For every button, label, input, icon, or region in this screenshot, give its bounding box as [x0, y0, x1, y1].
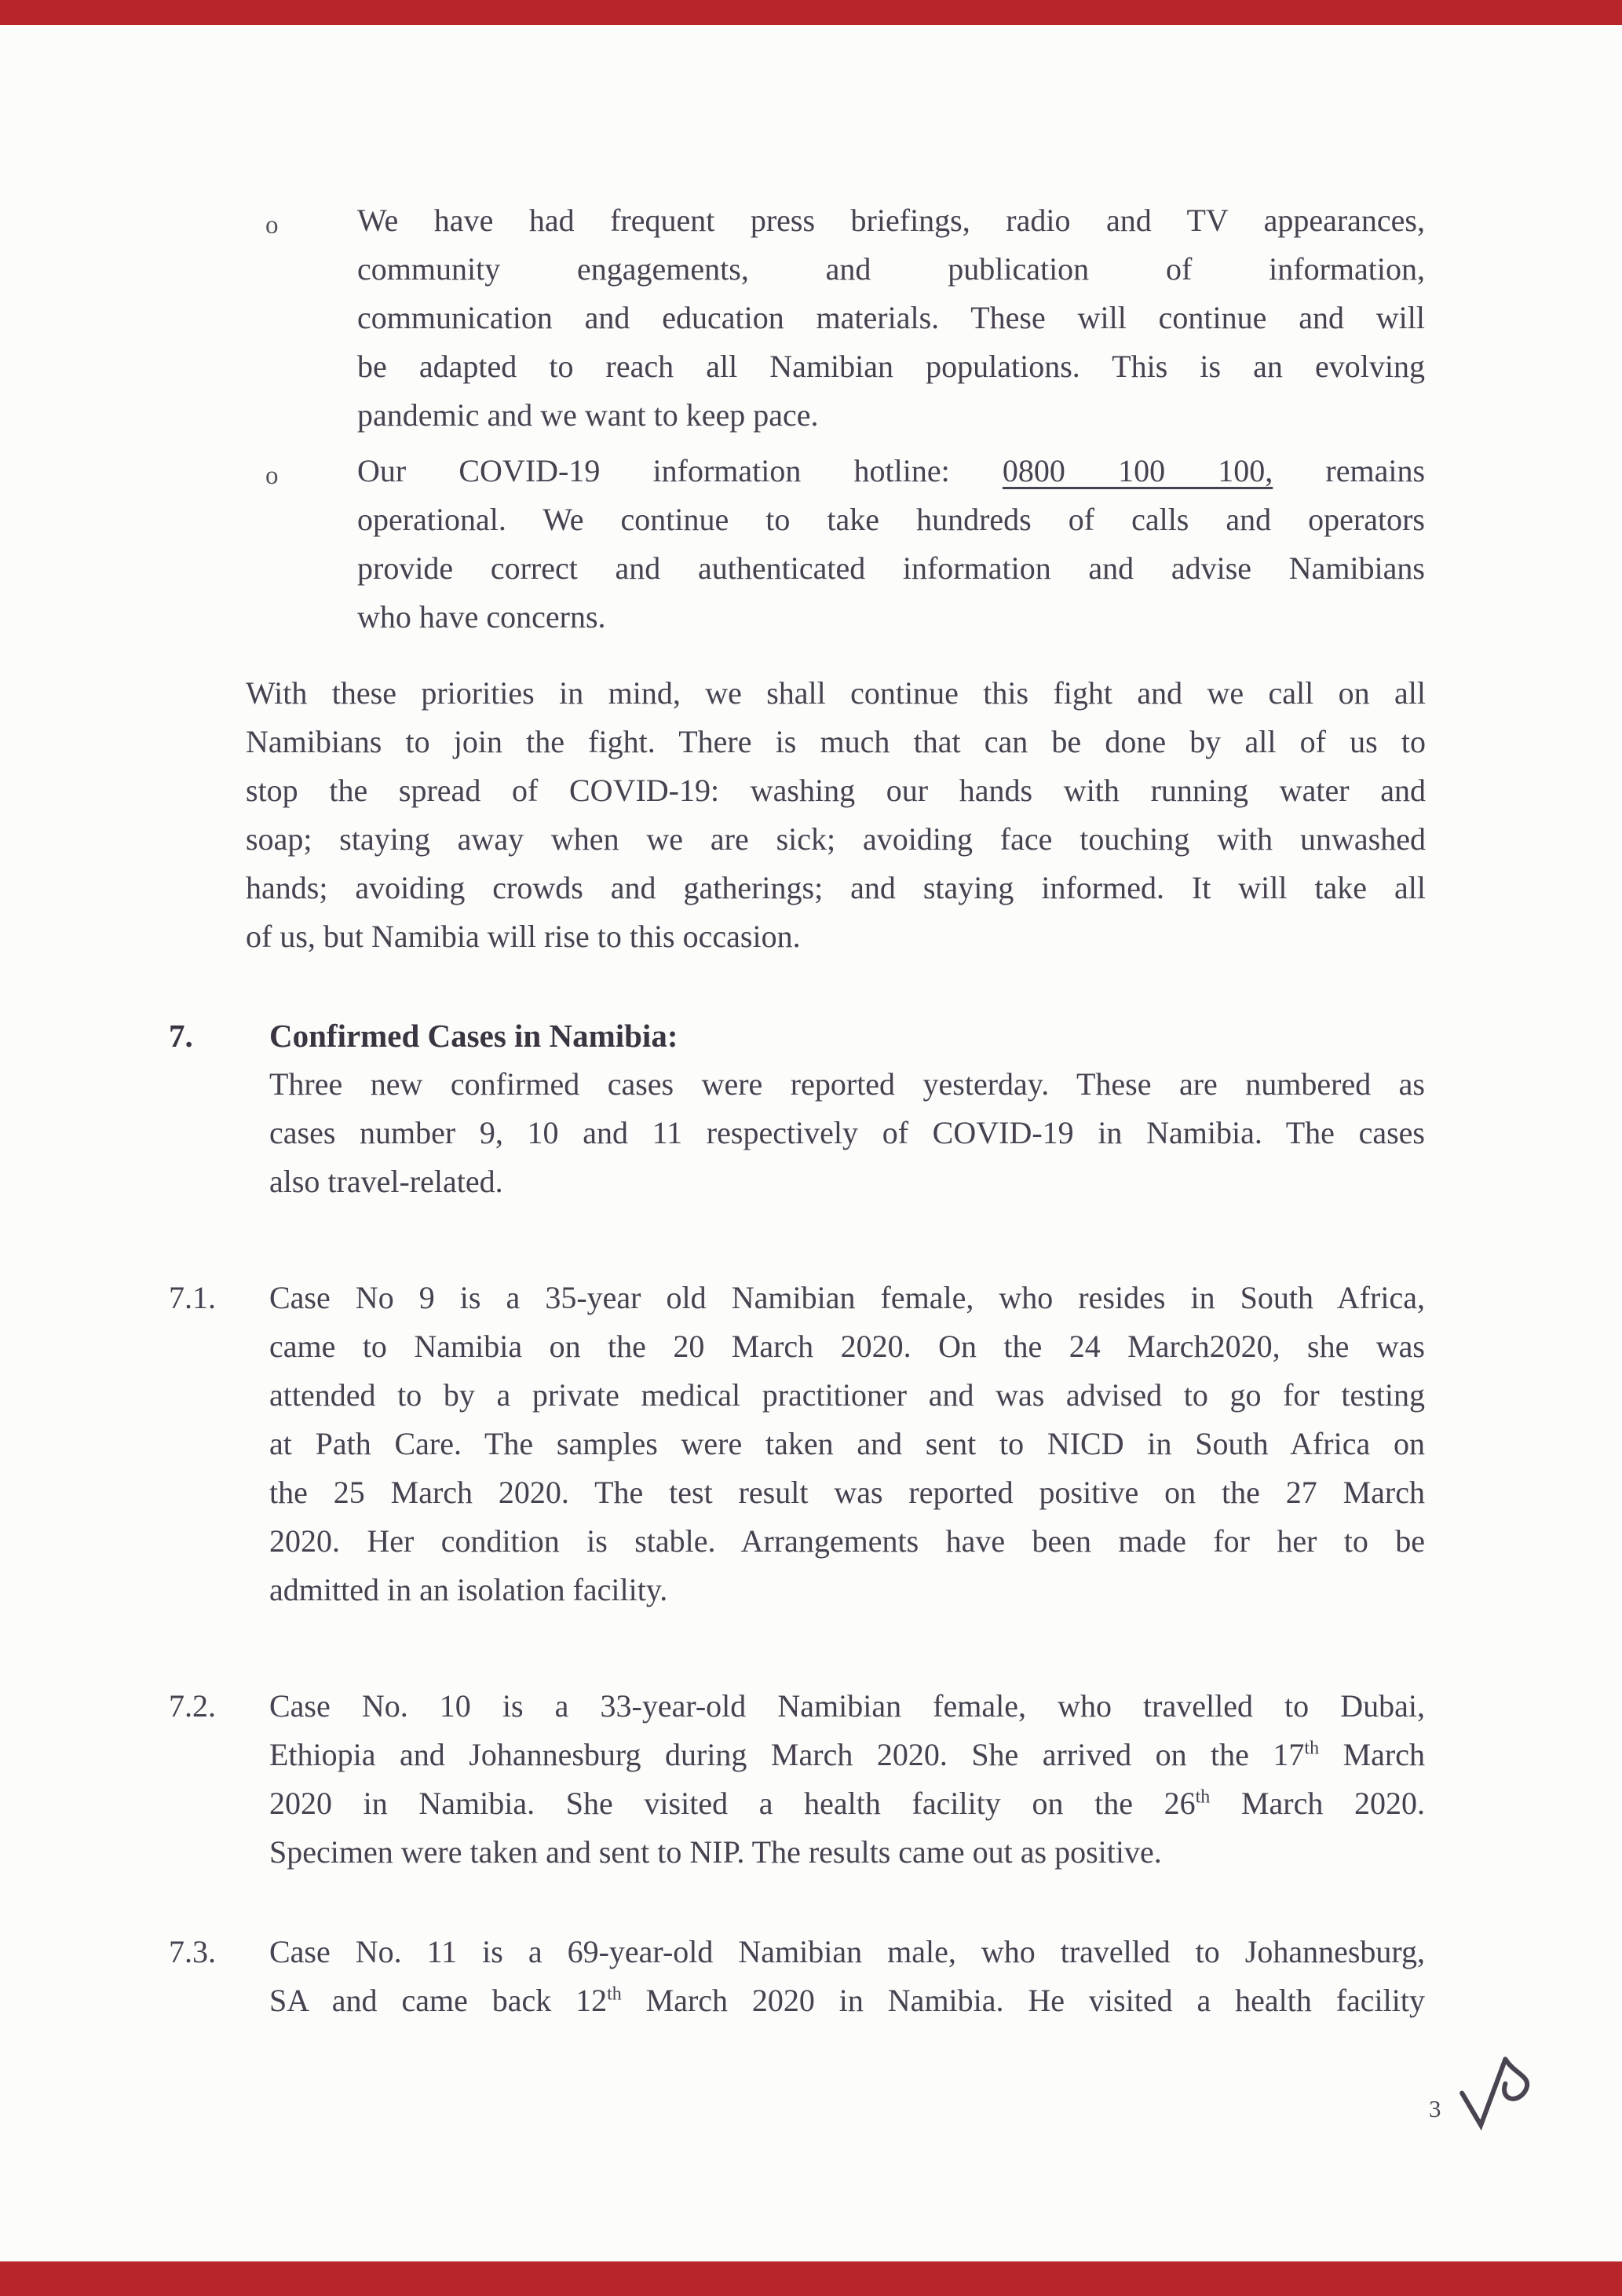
text-line: 2020. Her condition is stable. Arrangements have been made for her to be [269, 1523, 1425, 1559]
bullet-circle: o [265, 211, 279, 239]
text-line [269, 1976, 1425, 2025]
text-line [357, 447, 1425, 495]
section-number-7-1: 7.1. [169, 1280, 216, 1315]
text-line: communication and education materials. These will continue and will [357, 300, 1425, 335]
ordinal-superscript: th [607, 1983, 622, 2005]
text-line: soap; staying away when we are sick; avoiding face touching with unwashed [246, 821, 1426, 857]
text-line: Specimen were taken and sent to NIP. The results came out as positive. [269, 1834, 1162, 1870]
text-line: of us, but Namibia will rise to this occasion. [246, 919, 801, 954]
text-line: admitted in an isolation facility. [269, 1572, 668, 1607]
text-part: March 2020. [1210, 1786, 1425, 1821]
section-7-3-body [269, 1928, 1425, 2025]
section-number-7-2: 7.2. [169, 1688, 216, 1724]
text-line: came to Namibia on the 20 March 2020. On the 24 March2020, she was [269, 1329, 1425, 1364]
section-7-heading: Confirmed Cases in Namibia: [269, 1018, 678, 1054]
text-line [269, 1731, 1425, 1779]
text-line: at Path Care. The samples were taken and sent to NICD in South Africa on [269, 1426, 1425, 1461]
text-line: Case No 9 is a 35-year old Namibian female, who resides in South Africa, [269, 1280, 1425, 1315]
text-line: Three new confirmed cases were reported yesterday. These are numbered as [269, 1066, 1425, 1102]
text-line: We have had frequent press briefings, radio and TV appearances, [357, 203, 1425, 238]
text-line: attended to by a private medical practitioner and was advised to go for testing [269, 1377, 1425, 1413]
text-line: operational. We continue to take hundreds of calls and operators [357, 502, 1425, 537]
paragraph-call-to-action [246, 669, 1426, 961]
text-line: also travel-related. [269, 1164, 503, 1199]
text-part: March [1319, 1737, 1425, 1772]
hotline-number: 0800 100 100, [1002, 453, 1273, 488]
text-line: Case No. 11 is a 69-year-old Namibian male, who travelled to Johannesburg, [269, 1934, 1425, 1969]
text-line: community engagements, and publication of information, [357, 251, 1425, 287]
text-part: March 2020 in Namibia. He visited a health facility [621, 1983, 1426, 2018]
section-7-body [269, 1060, 1425, 1206]
text-part: SA and came back 12 [269, 1983, 608, 2018]
text-line: Case No. 10 is a 33-year-old Namibian female, who travelled to Dubai, [269, 1688, 1425, 1724]
text-line: hands; avoiding crowds and gatherings; and staying informed. It will take all [246, 870, 1426, 905]
section-number-7: 7. [169, 1018, 193, 1054]
scan-edge-band-bottom [0, 2261, 1622, 2296]
text-line: provide correct and authenticated information and advise Namibians [357, 550, 1425, 586]
text-line: who have concerns. [357, 599, 606, 634]
text-line: cases number 9, 10 and 11 respectively of COVID-19 in Namibia. The cases [269, 1115, 1425, 1150]
hotline-line-post: remains [1325, 453, 1426, 488]
text-part: Ethiopia and Johannesburg during March 2020. She arrived on the 17 [269, 1737, 1305, 1772]
text-line: be adapted to reach all Namibian populations. This is an evolving [357, 349, 1425, 384]
section-7-2-body [269, 1682, 1425, 1877]
text-line: pandemic and we want to keep pace. [357, 397, 819, 433]
bullet-paragraph-outreach [357, 196, 1425, 440]
bullet-circle: o [265, 462, 279, 490]
section-7-1-body [269, 1274, 1425, 1614]
scan-edge-band-top [0, 0, 1622, 25]
bullet-paragraph-hotline [357, 447, 1425, 642]
text-line: the 25 March 2020. The test result was reported positive on the 27 March [269, 1475, 1425, 1510]
text-part: 2020 in Namibia. She visited a health facility on the 26 [269, 1786, 1196, 1821]
text-line [269, 1779, 1425, 1828]
ordinal-superscript: th [1304, 1738, 1320, 1759]
text-line: Namibians to join the fight. There is much that can be done by all of us to [246, 724, 1426, 759]
hotline-line-pre: Our COVID-19 information hotline: [357, 453, 950, 488]
section-number-7-3: 7.3. [169, 1934, 216, 1969]
handwritten-signature-mark [1456, 2048, 1551, 2142]
text-line: With these priorities in mind, we shall continue this fight and we call on all [246, 675, 1426, 711]
ordinal-superscript: th [1195, 1786, 1211, 1808]
text-line: stop the spread of COVID-19: washing our hands with running water and [246, 773, 1426, 808]
page-number: 3 [1429, 2095, 1441, 2122]
